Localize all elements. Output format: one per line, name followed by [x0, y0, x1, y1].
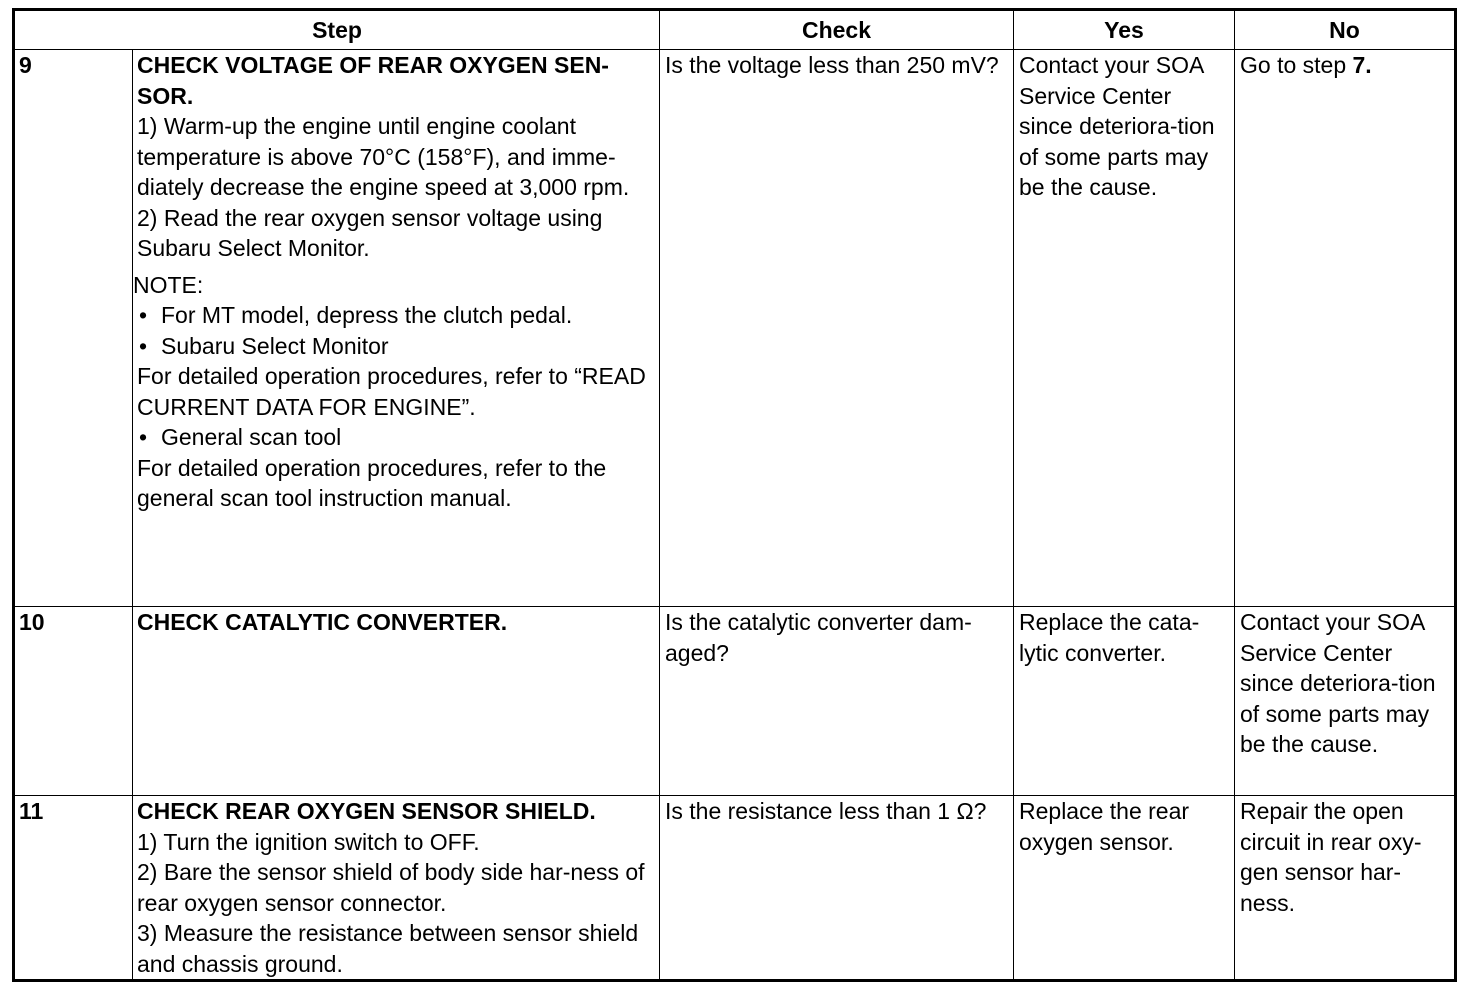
note-detail: For detailed operation procedures, refer to the general scan tool instruction manual.: [137, 454, 607, 511]
yes-cell: Replace the cata-lytic converter.: [1014, 607, 1235, 796]
step-description: [133, 607, 660, 796]
bullet-dot-icon: •: [139, 332, 148, 359]
note-bullet-text: Subaru Select Monitor: [161, 332, 389, 359]
note-bullet: [137, 300, 657, 331]
step-instruction: 3) Measure the resistance between sensor shield and chassis ground.: [137, 920, 639, 977]
check-cell: Is the resistance less than 1 Ω?: [660, 796, 1014, 981]
diagnostic-table: [12, 8, 1457, 982]
step-number: 10: [14, 607, 133, 796]
header-check: Check: [660, 10, 1014, 50]
no-text: Go to step: [1240, 52, 1353, 78]
step-number: 11: [14, 796, 133, 981]
note-label: NOTE:: [133, 271, 204, 298]
header-step: Step: [14, 10, 660, 50]
yes-cell: Replace the rear oxygen sensor.: [1014, 796, 1235, 981]
table-row: [14, 796, 1456, 981]
header-no: No: [1235, 10, 1456, 50]
note-bullet-text: For MT model, depress the clutch pedal.: [161, 302, 573, 328]
no-cell: Contact your SOA Service Center since deteriora-tion of some parts may be the cause.: [1235, 607, 1456, 796]
header-yes: Yes: [1014, 10, 1235, 50]
header-row: [14, 10, 1456, 50]
table-row: [14, 607, 1456, 796]
step-instruction: 1) Turn the ignition switch to OFF.: [137, 828, 480, 855]
step-instruction: 2) Bare the sensor shield of body side har-ness of rear oxygen sensor connector.: [137, 859, 645, 916]
diagnostic-table-sheet: [12, 8, 1457, 982]
check-cell: Is the voltage less than 250 mV?: [660, 50, 1014, 607]
note-bullet-text: General scan tool: [161, 424, 342, 450]
bullet-dot-icon: •: [139, 302, 148, 328]
note-detail: For detailed operation procedures, refer to “READ CURRENT DATA FOR ENGINE”.: [137, 363, 646, 420]
check-cell: Is the catalytic converter dam-aged?: [660, 607, 1014, 796]
yes-cell: Contact your SOA Service Center since deteriora-tion of some parts may be the cause.: [1014, 50, 1235, 607]
step-title: CHECK VOLTAGE OF REAR OXYGEN SEN-SOR.: [137, 52, 609, 109]
step-description: [133, 50, 660, 607]
bullet-dot-icon: •: [139, 424, 148, 450]
no-cell: [1235, 50, 1456, 607]
step-reference-link[interactable]: 7.: [1352, 52, 1372, 78]
step-number: 9: [14, 50, 133, 607]
step-title: CHECK CATALYTIC CONVERTER.: [137, 609, 508, 635]
note-bullet: [137, 331, 657, 362]
no-cell: Repair the open circuit in rear oxy-gen sensor har-ness.: [1235, 796, 1456, 981]
step-title: CHECK REAR OXYGEN SENSOR SHIELD.: [137, 798, 596, 824]
step-instruction: 2) Read the rear oxygen sensor voltage using Subaru Select Monitor.: [137, 204, 603, 261]
step-instruction: 1) Warm-up the engine until engine coolant temperature is above 70°C (158°F), and imme-diately decrease the engine speed at 3,000 rpm.: [137, 113, 630, 200]
step-description: [133, 796, 660, 981]
note-bullet: [137, 422, 657, 453]
table-row: [14, 50, 1456, 607]
